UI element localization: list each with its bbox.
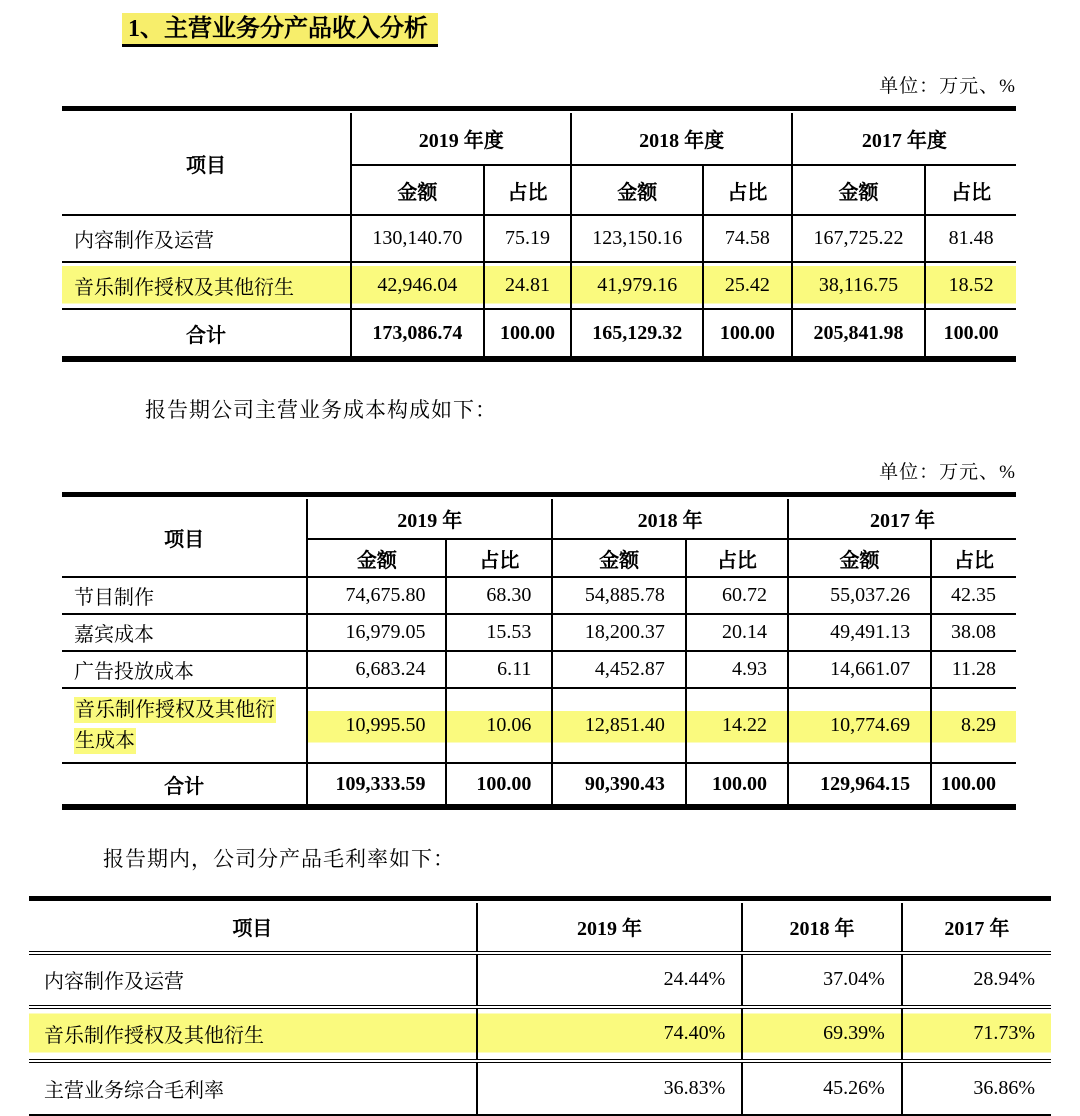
revenue-header-row-years [62, 113, 1016, 165]
table-row-total [62, 309, 1016, 356]
table-row [62, 614, 1016, 651]
cell-ratio: 15.53 [446, 614, 552, 651]
cell-ratio: 42.35 [931, 577, 1016, 614]
col-header-ratio: 占比 [446, 539, 552, 577]
row-label: 音乐制作授权及其他衍生 [29, 1007, 477, 1061]
cell-amount: 4,452.87 [552, 651, 686, 688]
cell-amount: 123,150.16 [571, 215, 703, 262]
col-header-item: 项目 [62, 113, 351, 215]
revenue-table [62, 106, 1016, 362]
intro-cost-structure: 报告期公司主营业务成本构成如下： [145, 398, 497, 422]
highlighted-label-line: 音乐制作授权及其他衍 [75, 699, 275, 722]
col-header-year-2017: 2017 年度 [792, 113, 1016, 165]
col-header-amount: 金额 [307, 539, 446, 577]
row-label: 内容制作及运营 [62, 215, 351, 262]
cell-amount: 18,200.37 [552, 614, 686, 651]
section-heading [122, 14, 1080, 44]
cell-amount: 10,774.69 [788, 688, 931, 763]
cell-amount: 54,885.78 [552, 577, 686, 614]
table-row-highlighted [62, 688, 1016, 763]
unit-label-cost: 单位：万元、% [879, 462, 1016, 484]
cell-amount: 109,333.59 [307, 763, 446, 804]
section-heading-text: 1、主营业务分产品收入分析 [122, 13, 438, 47]
row-label: 合计 [62, 763, 307, 804]
cell-amount: 74,675.80 [307, 577, 446, 614]
col-header-ratio: 占比 [686, 539, 788, 577]
cell-amount: 130,140.70 [351, 215, 484, 262]
cell-percentage: 36.86% [902, 1061, 1051, 1115]
cell-percentage: 69.39% [742, 1007, 901, 1061]
cell-percentage: 45.26% [742, 1061, 901, 1115]
table-row [29, 1061, 1051, 1115]
table-row-total [62, 763, 1016, 804]
col-header-year-2018: 2018 年度 [571, 113, 791, 165]
col-header-ratio: 占比 [484, 165, 572, 215]
cell-percentage: 36.83% [477, 1061, 743, 1115]
cell-ratio: 60.72 [686, 577, 788, 614]
col-header-amount: 金额 [788, 539, 931, 577]
cell-ratio: 18.52 [925, 262, 1016, 309]
col-header-year-2019: 2019 年 [307, 499, 552, 539]
col-header-year-2018: 2018 年 [552, 499, 788, 539]
highlighted-label-line: 生成本 [75, 730, 135, 753]
cell-ratio: 68.30 [446, 577, 552, 614]
col-header-amount: 金额 [552, 539, 686, 577]
cell-ratio: 20.14 [686, 614, 788, 651]
cell-amount: 6,683.24 [307, 651, 446, 688]
table-row [62, 651, 1016, 688]
cell-ratio: 10.06 [446, 688, 552, 763]
cell-ratio: 81.48 [925, 215, 1016, 262]
col-header-amount: 金额 [351, 165, 484, 215]
row-label: 主营业务综合毛利率 [29, 1061, 477, 1115]
cell-ratio: 100.00 [931, 763, 1016, 804]
cell-percentage: 74.40% [477, 1007, 743, 1061]
table-row-highlighted [29, 1007, 1051, 1061]
cell-ratio: 100.00 [925, 309, 1016, 356]
col-header-year-2019: 2019 年 [477, 903, 743, 953]
cell-ratio: 14.22 [686, 688, 788, 763]
cell-percentage: 24.44% [477, 953, 743, 1007]
cell-ratio: 4.93 [686, 651, 788, 688]
table-row-highlighted [62, 262, 1016, 309]
cell-ratio: 11.28 [931, 651, 1016, 688]
cell-ratio: 25.42 [703, 262, 792, 309]
cell-amount: 90,390.43 [552, 763, 686, 804]
cell-percentage: 37.04% [742, 953, 901, 1007]
col-header-item: 项目 [62, 499, 307, 577]
margin-header-row [29, 903, 1051, 953]
cell-amount: 167,725.22 [792, 215, 926, 262]
cell-amount: 41,979.16 [571, 262, 703, 309]
intro-gross-margin: 报告期内，公司分产品毛利率如下： [103, 847, 455, 872]
col-header-ratio: 占比 [925, 165, 1016, 215]
cell-amount: 42,946.04 [351, 262, 484, 309]
cell-ratio: 38.08 [931, 614, 1016, 651]
row-label: 广告投放成本 [62, 651, 307, 688]
col-header-year-2017: 2017 年 [788, 499, 1016, 539]
cell-ratio: 8.29 [931, 688, 1016, 763]
col-header-year-2019: 2019 年度 [351, 113, 571, 165]
row-label: 合计 [62, 309, 351, 356]
cell-amount: 38,116.75 [792, 262, 926, 309]
cell-percentage: 28.94% [902, 953, 1051, 1007]
row-label: 音乐制作授权及其他衍生 [62, 262, 351, 309]
gross-margin-table [29, 896, 1051, 1116]
cell-amount: 129,964.15 [788, 763, 931, 804]
col-header-item: 项目 [29, 903, 477, 953]
cell-ratio: 100.00 [703, 309, 792, 356]
cell-percentage: 71.73% [902, 1007, 1051, 1061]
cell-ratio: 6.11 [446, 651, 552, 688]
cell-amount: 165,129.32 [571, 309, 703, 356]
cell-amount: 12,851.40 [552, 688, 686, 763]
unit-label-revenue: 单位：万元、% [879, 76, 1016, 97]
cell-ratio: 100.00 [686, 763, 788, 804]
cell-amount: 173,086.74 [351, 309, 484, 356]
table-row [29, 953, 1051, 1007]
cell-amount: 55,037.26 [788, 577, 931, 614]
cell-ratio: 100.00 [484, 309, 572, 356]
row-label: 内容制作及运营 [29, 953, 477, 1007]
col-header-year-2017: 2017 年 [902, 903, 1051, 953]
table-row [62, 215, 1016, 262]
cell-ratio: 74.58 [703, 215, 792, 262]
table-row [62, 577, 1016, 614]
cost-header-row-years [62, 499, 1016, 539]
cell-amount: 205,841.98 [792, 309, 926, 356]
cell-amount: 16,979.05 [307, 614, 446, 651]
col-header-year-2018: 2018 年 [742, 903, 901, 953]
cell-amount: 49,491.13 [788, 614, 931, 651]
cell-ratio: 75.19 [484, 215, 572, 262]
row-label: 节目制作 [62, 577, 307, 614]
col-header-ratio: 占比 [703, 165, 792, 215]
cell-amount: 14,661.07 [788, 651, 931, 688]
cell-ratio: 100.00 [446, 763, 552, 804]
col-header-amount: 金额 [792, 165, 926, 215]
cell-ratio: 24.81 [484, 262, 572, 309]
cost-table [62, 492, 1016, 810]
cell-amount: 10,995.50 [307, 688, 446, 763]
col-header-ratio: 占比 [931, 539, 1016, 577]
row-label: 嘉宾成本 [62, 614, 307, 651]
col-header-amount: 金额 [571, 165, 703, 215]
row-label [62, 688, 307, 763]
